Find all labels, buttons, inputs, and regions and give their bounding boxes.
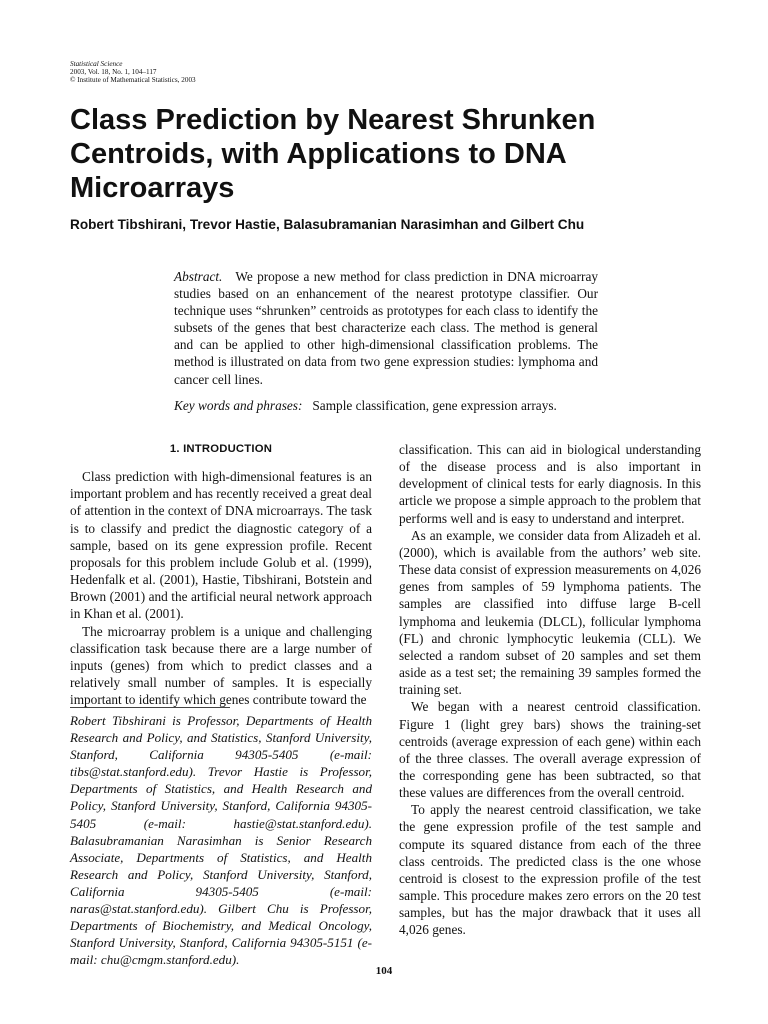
abstract-label: Abstract.	[174, 269, 223, 284]
journal-copyright: © Institute of Mathematical Statistics, 2003	[70, 76, 196, 84]
left-column	[70, 441, 372, 708]
body-paragraph: We began with a nearest centroid classification. Figure 1 (light grey bars) shows the training-set centroids (average expression of each gene) within each of the three classes. The overall average expression of the corresponding gene has been subtracted, so that these values are differences from the overall centroid.	[399, 699, 701, 801]
right-column	[399, 441, 701, 939]
journal-name: Statistical Science	[70, 60, 123, 68]
body-paragraph: The microarray problem is a unique and challenging classification task because there are a large number of inputs (genes) from which to predict classes and a relatively small number of samples. It is especially important to identify which genes contribute toward the	[70, 623, 372, 708]
author-footnote	[70, 712, 372, 968]
footnote-text: Robert Tibshirani is Professor, Departments of Health Research and Policy, and Statistics, Stanford University, Stanford, California 94305-5405 (e-mail: tibs@stat.stanford.edu). Trevor Hastie is Professor, Departments of Statistics, and Health Research and Policy, Stanford University, Stanford, California 94305-5405 (e-mail: hastie@stat.stanford.edu). Balasubramanian Narasimhan is Senior Research Associate, Departments of Statistics, and Health Research and Policy, Stanford University, Stanford, California 94305-5405 (e-mail: naras@stat.stanford.edu). Gilbert Chu is Professor, Departments of Biochemistry, and Medical Oncology, Stanford University, Stanford, California 94305-5151 (e-mail: chu@cmgm.stanford.edu).	[70, 713, 372, 968]
section-heading: 1. INTRODUCTION	[169, 443, 273, 455]
abstract-paragraph	[174, 268, 598, 388]
keywords	[174, 397, 598, 414]
footnote-divider	[70, 707, 230, 708]
body-paragraph: As an example, we consider data from Alizadeh et al. (2000), which is available from the authors’ web site. These data consist of expression measurements on 4,026 genes from samples of 59 lymphoma patients. The samples are classified into diffuse large B-cell lymphoma and leukemia (DLCL), follicular lymphoma (FL) and chronic lymphocytic leukemia (CLL). We selected a random subset of 20 samples and set them aside as a test set; the remaining 39 samples formed the training set.	[399, 527, 701, 698]
keywords-text: Sample classification, gene expression arrays.	[312, 397, 557, 413]
journal-volume: 2003, Vol. 18, No. 1, 104–117	[70, 68, 157, 76]
keywords-label: Key words and phrases:	[174, 397, 303, 413]
article-header	[70, 60, 710, 234]
body-paragraph: Class prediction with high-dimensional features is an important problem and has recently received a great deal of attention in the context of DNA microarrays. The task is to classify and predict the diagnostic category of a sample, based on its gene expression profile. Recent proposals for this problem include Golub et al. (1999), Hedenfalk et al. (2001), Hastie, Tibshirani, Botstein and Brown (2001) and the artificial neural network approach in Khan et al. (2001).	[70, 469, 372, 622]
page-number: 104	[375, 965, 393, 977]
body-paragraph: To apply the nearest centroid classification, we take the gene expression profile of the test sample and compute its squared distance from each of the three class centroids. The predicted class is the one whose centroid is closest to the expression profile of the test sample. This procedure makes zero errors on the 20 test samples, but has the major drawback that it uses all 4,026 genes.	[399, 802, 701, 938]
body-paragraph: classification. This can aid in biological understanding of the disease process and is also important in development of clinical tests for early diagnosis. In this article we propose a simple approach to the problem that performs well and is easy to understand and interpret.	[399, 442, 701, 526]
abstract	[174, 268, 598, 414]
author-list: Robert Tibshirani, Trevor Hastie, Balasubramanian Narasimhan and Gilbert Chu	[70, 217, 585, 232]
article-title: Class Prediction by Nearest Shrunken Centroids, with Applications to DNA Microarrays	[70, 104, 596, 204]
abstract-text: We propose a new method for class prediction in DNA microarray studies based on an enhancement of the nearest prototype classifier. Our technique uses “shrunken” centroids as prototypes for each class to identify the subsets of the genes that best characterize each class. The method is general and can be applied to other high-dimensional classification problems. The method is illustrated on data from two gene expression studies: lymphoma and cancer cell lines.	[174, 269, 598, 387]
